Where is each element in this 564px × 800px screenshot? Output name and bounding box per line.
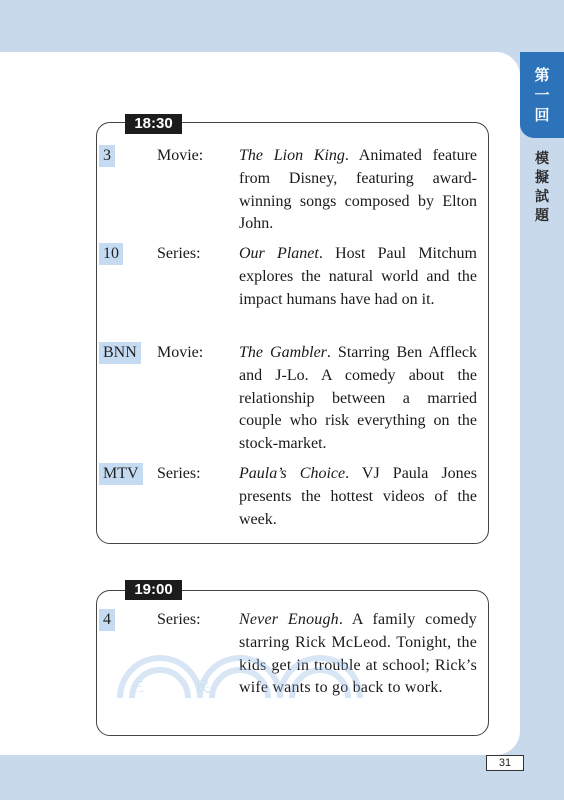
channel-label: 4: [99, 609, 115, 631]
program-title: The Lion King: [239, 147, 345, 164]
section-label-char: 擬: [535, 170, 549, 186]
section-label-char: 試: [535, 189, 549, 205]
section-label-char: 題: [535, 208, 549, 224]
program-type: Series:: [157, 465, 201, 482]
program-description: [239, 145, 477, 236]
chapter-tab: [520, 52, 564, 138]
section-label: [520, 150, 564, 226]
page-number: 31: [486, 755, 524, 771]
program-title: The Gambler: [239, 344, 327, 361]
program-title: Never Enough: [239, 611, 339, 628]
schedule-block-1900: [96, 590, 489, 736]
section-label-char: 模: [535, 151, 549, 167]
channel-label: MTV: [99, 463, 143, 485]
chapter-tab-char: 第: [534, 66, 550, 84]
time-badge: 18:30: [125, 114, 182, 134]
program-type: Movie:: [157, 344, 204, 361]
schedule-block-1830: [96, 122, 489, 544]
program-type: Movie:: [157, 147, 204, 164]
program-title: Our Planet: [239, 245, 319, 262]
program-description: [239, 463, 477, 531]
program-text: . A family comedy starring Rick McLeod. Tonight, the kids get in trouble at school; Rick’s wife wants to go back to work.: [239, 611, 477, 697]
channel-label: 10: [99, 243, 123, 265]
program-text: . Starring Ben Affleck and J-Lo. A comedy about the relationship between a married couple who risk everything on the stock-market.: [239, 344, 477, 453]
watermark-char: 民: [196, 680, 210, 696]
program-text: . Animated feature from Disney, featuring award-winning songs composed by Elton John.: [239, 147, 477, 233]
time-badge: 19:00: [125, 580, 182, 600]
program-text: . Host Paul Mitchum explores the natural world and the impact humans have had on it.: [239, 245, 477, 308]
program-title: Paula’s Choice: [239, 465, 346, 482]
channel-label: BNN: [99, 342, 141, 364]
program-description: [239, 342, 477, 456]
chapter-tab-char: 一: [534, 86, 550, 104]
channel-label: 3: [99, 145, 115, 167]
program-description: [239, 609, 477, 700]
program-text: . VJ Paula Jones presents the hottest videos of the week.: [239, 465, 477, 528]
program-type: Series:: [157, 245, 201, 262]
program-type: Series:: [157, 611, 201, 628]
program-description: [239, 243, 477, 311]
chapter-tab-char: 回: [534, 106, 550, 124]
watermark-char: 三: [130, 680, 144, 696]
